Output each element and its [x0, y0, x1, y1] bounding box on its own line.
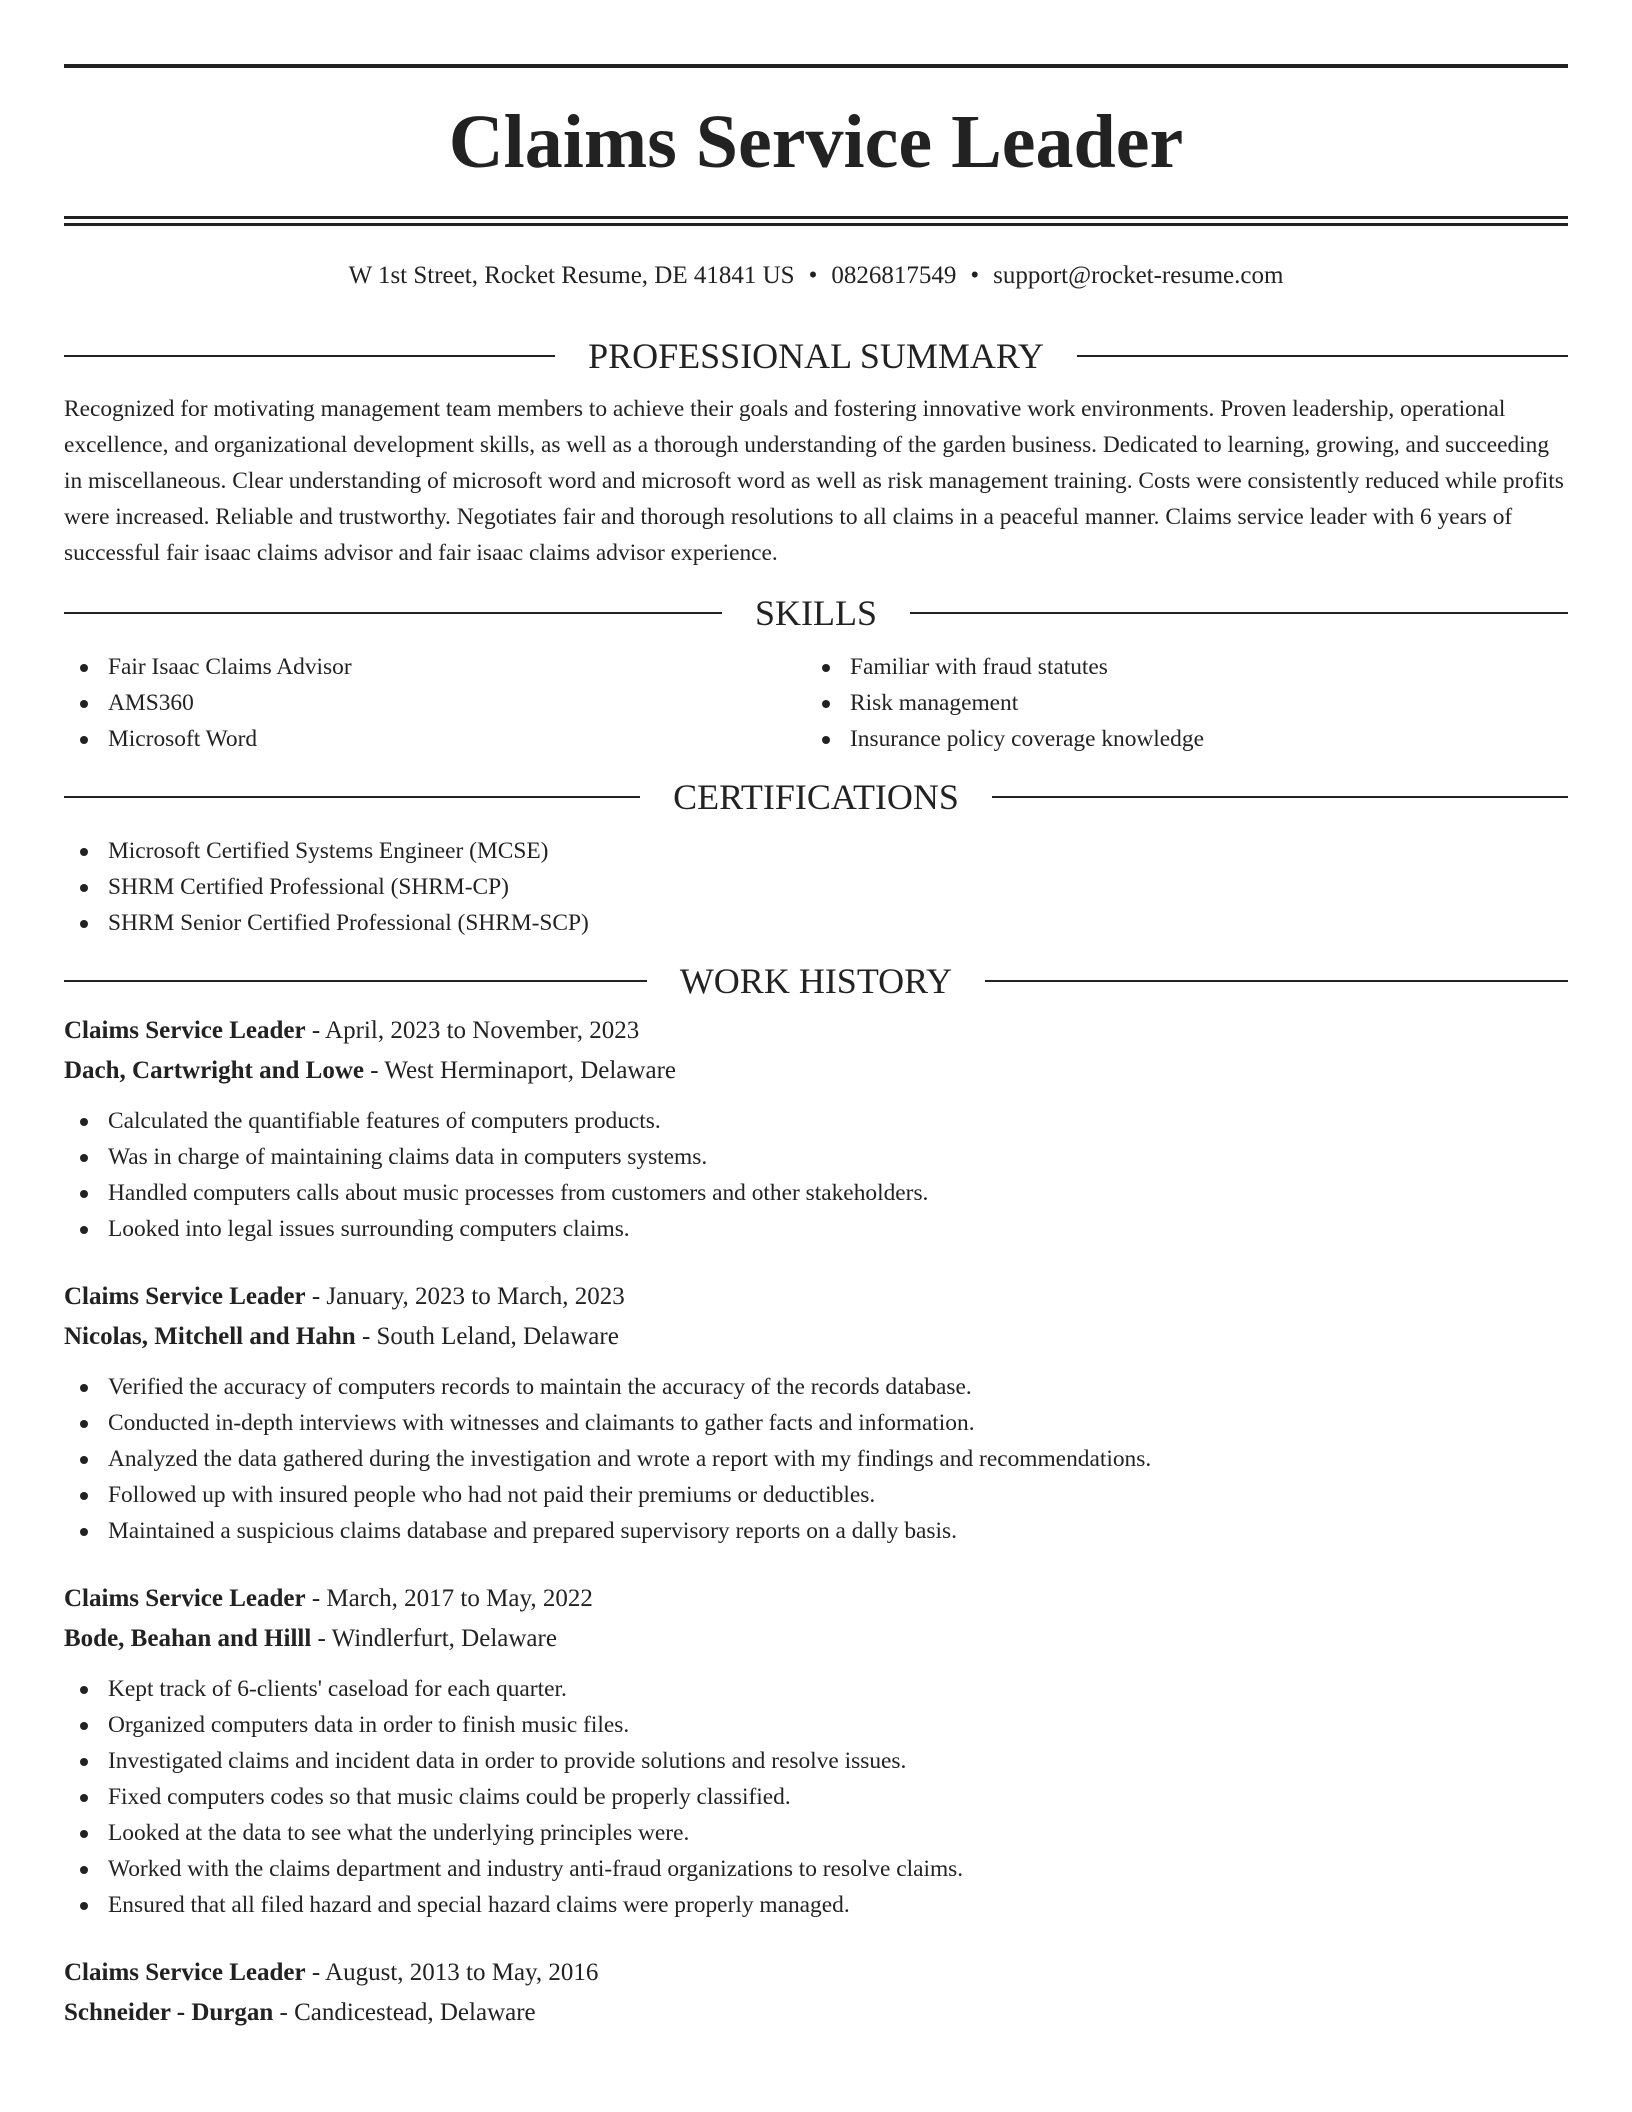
job-bullets	[64, 1369, 1568, 1549]
job-location: - South Leland, Delaware	[355, 1323, 619, 1350]
job-bullet: Fixed computers codes so that music claims could be properly classified.	[64, 1779, 1568, 1815]
summary-text: Recognized for motivating management team members to achieve their goals and fostering innovative work environments. Proven leadership, operational excellence, and organizational development skills, as well as a thorough understanding of the garden business. Dedicated to learning, growing, and succeeding in miscellaneous. Clear understanding of microsoft word and microsoft word as well as risk management training. Costs were consistently reduced while profits were increased. Reliable and trustworthy. Negotiates fair and thorough resolutions to all claims in a peaceful manner. Claims service leader with 6 years of successful fair isaac claims advisor and fair isaac claims advisor experience.	[64, 396, 1564, 566]
skills-column-right	[806, 649, 1548, 757]
job-bullet: Investigated claims and incident data in order to provide solutions and resolve issues.	[64, 1743, 1568, 1779]
job-location: - Candicestead, Delaware	[273, 1999, 536, 2026]
certification-item: SHRM Senior Certified Professional (SHRM-SCP)	[64, 905, 1568, 941]
job-company-line	[64, 1993, 1568, 2033]
heading-rule	[992, 796, 1568, 798]
job-bullet: Conducted in-depth interviews with witnesses and claimants to gather facts and information.	[64, 1405, 1568, 1441]
job-title-line	[64, 1011, 1568, 1051]
header-double-rule	[64, 216, 1568, 226]
contact-email: support@rocket-resume.com	[993, 262, 1284, 289]
job-location: - West Herminaport, Delaware	[364, 1057, 676, 1084]
contact-phone: 0826817549	[831, 262, 957, 289]
heading-rule	[64, 796, 640, 798]
job-title: Claims Service Leader	[64, 1959, 306, 1986]
heading-rule	[985, 980, 1568, 982]
job-dates: - August, 2013 to May, 2016	[305, 1959, 599, 1986]
job-title: Claims Service Leader	[64, 1017, 306, 1044]
skill-item: Fair Isaac Claims Advisor	[64, 649, 806, 685]
job-bullet: Analyzed the data gathered during the investigation and wrote a report with my findings and recommendations.	[64, 1441, 1568, 1477]
page-title: Claims Service Leader	[448, 100, 1184, 184]
job-dates: - April, 2023 to November, 2023	[305, 1017, 640, 1044]
job-company-line	[64, 1051, 1568, 1091]
work-history-heading: WORK HISTORY	[679, 961, 953, 1001]
job-entry	[64, 1277, 1568, 1549]
summary-heading: PROFESSIONAL SUMMARY	[588, 336, 1044, 376]
skill-item: Microsoft Word	[64, 721, 806, 757]
contact-address: W 1st Street, Rocket Resume, DE 41841 US	[348, 262, 795, 289]
job-bullets	[64, 1671, 1568, 1923]
job-dates: - January, 2023 to March, 2023	[305, 1283, 625, 1310]
job-entry	[64, 1579, 1568, 1923]
skill-item: Insurance policy coverage knowledge	[806, 721, 1548, 757]
work-history-section-heading	[64, 959, 1568, 1003]
job-bullet: Verified the accuracy of computers records to maintain the accuracy of the records database.	[64, 1369, 1568, 1405]
job-company: Schneider - Durgan	[64, 1999, 274, 2026]
certifications-list	[64, 833, 1568, 941]
heading-rule	[64, 980, 647, 982]
heading-rule	[64, 355, 555, 357]
job-title: Claims Service Leader	[64, 1585, 306, 1612]
job-bullet: Maintained a suspicious claims database and prepared supervisory reports on a dally basis.	[64, 1513, 1568, 1549]
job-dates: - March, 2017 to May, 2022	[305, 1585, 593, 1612]
job-bullet: Followed up with insured people who had not paid their premiums or deductibles.	[64, 1477, 1568, 1513]
job-bullet: Kept track of 6-clients' caseload for each quarter.	[64, 1671, 1568, 1707]
skills-section-heading	[64, 591, 1568, 635]
job-bullet: Looked into legal issues surrounding computers claims.	[64, 1211, 1568, 1247]
resume-page	[64, 64, 1568, 2033]
job-company: Nicolas, Mitchell and Hahn	[64, 1323, 356, 1350]
skill-item: Familiar with fraud statutes	[806, 649, 1548, 685]
job-bullet: Organized computers data in order to finish music files.	[64, 1707, 1568, 1743]
contact-line	[64, 261, 1568, 291]
job-bullet: Calculated the quantifiable features of computers products.	[64, 1103, 1568, 1139]
job-bullet: Looked at the data to see what the underlying principles were.	[64, 1815, 1568, 1851]
job-location: - Windlerfurt, Delaware	[311, 1625, 557, 1652]
job-entry	[64, 1953, 1568, 2033]
certification-item: Microsoft Certified Systems Engineer (MCSE)	[64, 833, 1568, 869]
heading-rule	[910, 612, 1568, 614]
job-company-line	[64, 1619, 1568, 1659]
skills-column-left	[64, 649, 806, 757]
job-company-line	[64, 1317, 1568, 1357]
skills-heading: SKILLS	[755, 593, 878, 633]
summary-section-heading	[64, 334, 1568, 378]
job-bullet: Was in charge of maintaining claims data in computers systems.	[64, 1139, 1568, 1175]
skills-list	[64, 649, 1568, 757]
job-bullet: Handled computers calls about music processes from customers and other stakeholders.	[64, 1175, 1568, 1211]
job-title-line	[64, 1277, 1568, 1317]
certifications-heading: CERTIFICATIONS	[673, 777, 959, 817]
contact-separator: •	[808, 262, 818, 289]
job-title-line	[64, 1579, 1568, 1619]
skill-item: Risk management	[806, 685, 1548, 721]
heading-rule	[64, 612, 722, 614]
job-bullet: Ensured that all filed hazard and special hazard claims were properly managed.	[64, 1887, 1568, 1923]
job-bullet: Worked with the claims department and industry anti-fraud organizations to resolve claims.	[64, 1851, 1568, 1887]
certification-item: SHRM Certified Professional (SHRM-CP)	[64, 869, 1568, 905]
job-bullets	[64, 1103, 1568, 1247]
job-company: Bode, Beahan and Hilll	[64, 1625, 312, 1652]
skill-item: AMS360	[64, 685, 806, 721]
contact-separator: •	[970, 262, 980, 289]
job-company: Dach, Cartwright and Lowe	[64, 1057, 364, 1084]
job-title-line	[64, 1953, 1568, 1993]
job-entry	[64, 1011, 1568, 1247]
heading-rule	[1077, 355, 1568, 357]
job-title: Claims Service Leader	[64, 1283, 306, 1310]
certifications-section-heading	[64, 775, 1568, 819]
